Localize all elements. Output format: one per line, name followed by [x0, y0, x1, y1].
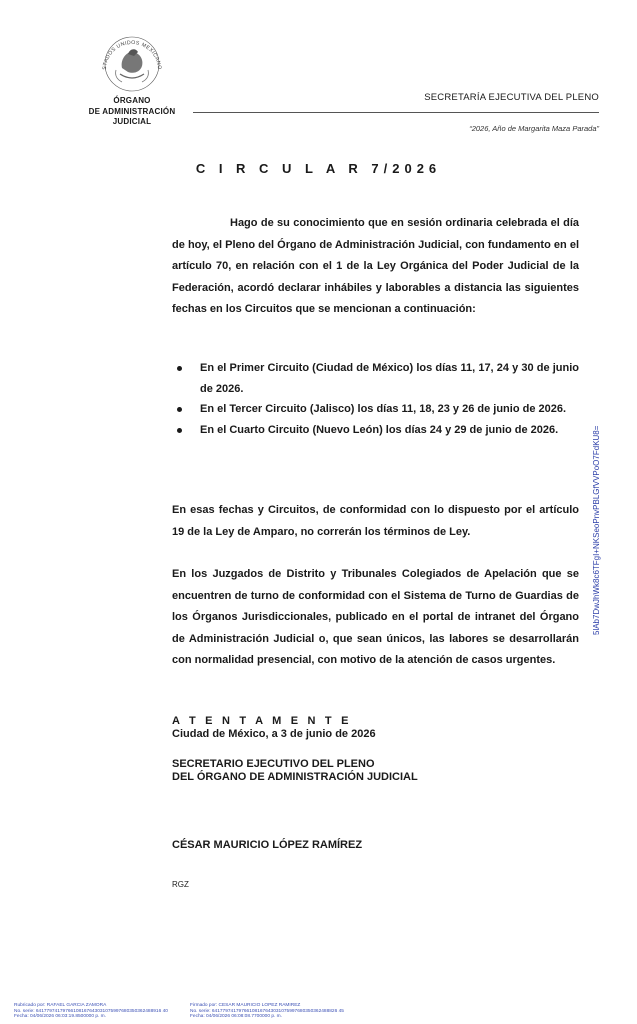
footer-line: No. serie: 64177974179766108167643031075997680350362488916 40 [14, 1008, 168, 1014]
salutation: A T E N T A M E N T E [172, 715, 352, 727]
footer-line: Firmado por: CESAR MAURICIO LOPEZ RAMIREZ [190, 1003, 301, 1008]
year-motto: “2026, Año de Margarita Maza Parada” [469, 124, 599, 133]
document-hash: 5lAb7DwJhWk8c6TFgI+NKSeoPnvPBLGfVVPoO7FdKU8= [592, 425, 601, 635]
seal-legend: STADOS UNIDOS MEXICANO [101, 39, 163, 71]
signer-position-line: DEL ÓRGANO DE ADMINISTRACIÓN JUDICIAL [172, 771, 418, 783]
intro-text: Hago de su conocimiento que en sesión ordinaria celebrada el día de hoy, el Pleno del Órgano de Administración Judicial, con fundamento en el artículo 70, en relación con el 1 de la Ley Orgánica del Poder Judicial de la Federación, acordó declarar inhábiles y laborables a distancia las siguientes fechas en los Circuitos que se mencionan a continuación: [172, 217, 579, 315]
footer-line: Rubricado por: RAFAEL GARCIA ZAMORA [14, 1003, 107, 1008]
org-name-line: JUDICIAL [112, 117, 152, 126]
intro-paragraph [172, 213, 579, 321]
bullet-icon [177, 407, 182, 412]
signer-position-line: SECRETARIO EJECUTIVO DEL PLENO [172, 758, 375, 770]
footer-line: No. serie: 64177974179766108167643031075997680350362488826 45 [190, 1008, 344, 1014]
list-item-text: En el Tercer Circuito (Jalisco) los días 11, 18, 23 y 26 de junio de 2026. [200, 403, 567, 415]
terms-paragraph: En esas fechas y Circuitos, de conformidad con lo dispuesto por el artículo 19 de la Ley de Amparo, no correrán los términos de Ley. [172, 504, 579, 538]
circuit-dates-list [172, 358, 579, 440]
footer-signature-right [190, 1003, 344, 1020]
list-item [172, 420, 579, 441]
list-item-text: En el Cuarto Circuito (Nuevo León) los días 24 y 29 de junio de 2026. [200, 423, 559, 436]
org-name-line: DE ADMINISTRACIÓN [88, 106, 176, 116]
bullet-icon [177, 366, 182, 371]
bullet-icon [177, 428, 182, 433]
list-item [172, 358, 579, 399]
department-name: SECRETARÍA EJECUTIVA DEL PLENO [424, 92, 599, 103]
circular-title: C I R C U L A R 7/2026 [195, 161, 442, 176]
list-item [172, 399, 579, 420]
footer-signature-left [14, 1003, 168, 1020]
list-item-text: En el Primer Circuito (Ciudad de México) los días 11, 17, 24 y 30 de junio de 2026. [200, 362, 579, 395]
footer-line: Fecha: 04/06/2026 06:08:08.7700000 p. m. [190, 1014, 283, 1020]
organization-name [80, 96, 184, 128]
signer-name: CÉSAR MAURICIO LÓPEZ RAMÍREZ [172, 839, 363, 851]
footer-line: Fecha: 04/06/2026 06:03:19.8500000 p. m. [14, 1014, 107, 1020]
coat-of-arms-seal [98, 30, 166, 92]
courts-paragraph: En los Juzgados de Distrito y Tribunales Colegiados de Apelación que se encuentren de turno de conformidad con el Sistema de Turno de Guardias de los Órganos Jurisdiccionales, publicado en el portal de intranet del Órgano de Administración Judicial o, que sean únicos, las labores se desarrollarán con normalidad presencial, con motivo de la atención de casos urgentes. [172, 568, 579, 666]
header-divider [193, 112, 599, 113]
org-name-line: ÓRGANO [113, 96, 151, 105]
place-and-date: Ciudad de México, a 3 de junio de 2026 [172, 728, 376, 740]
typist-initials: RGZ [172, 880, 189, 889]
